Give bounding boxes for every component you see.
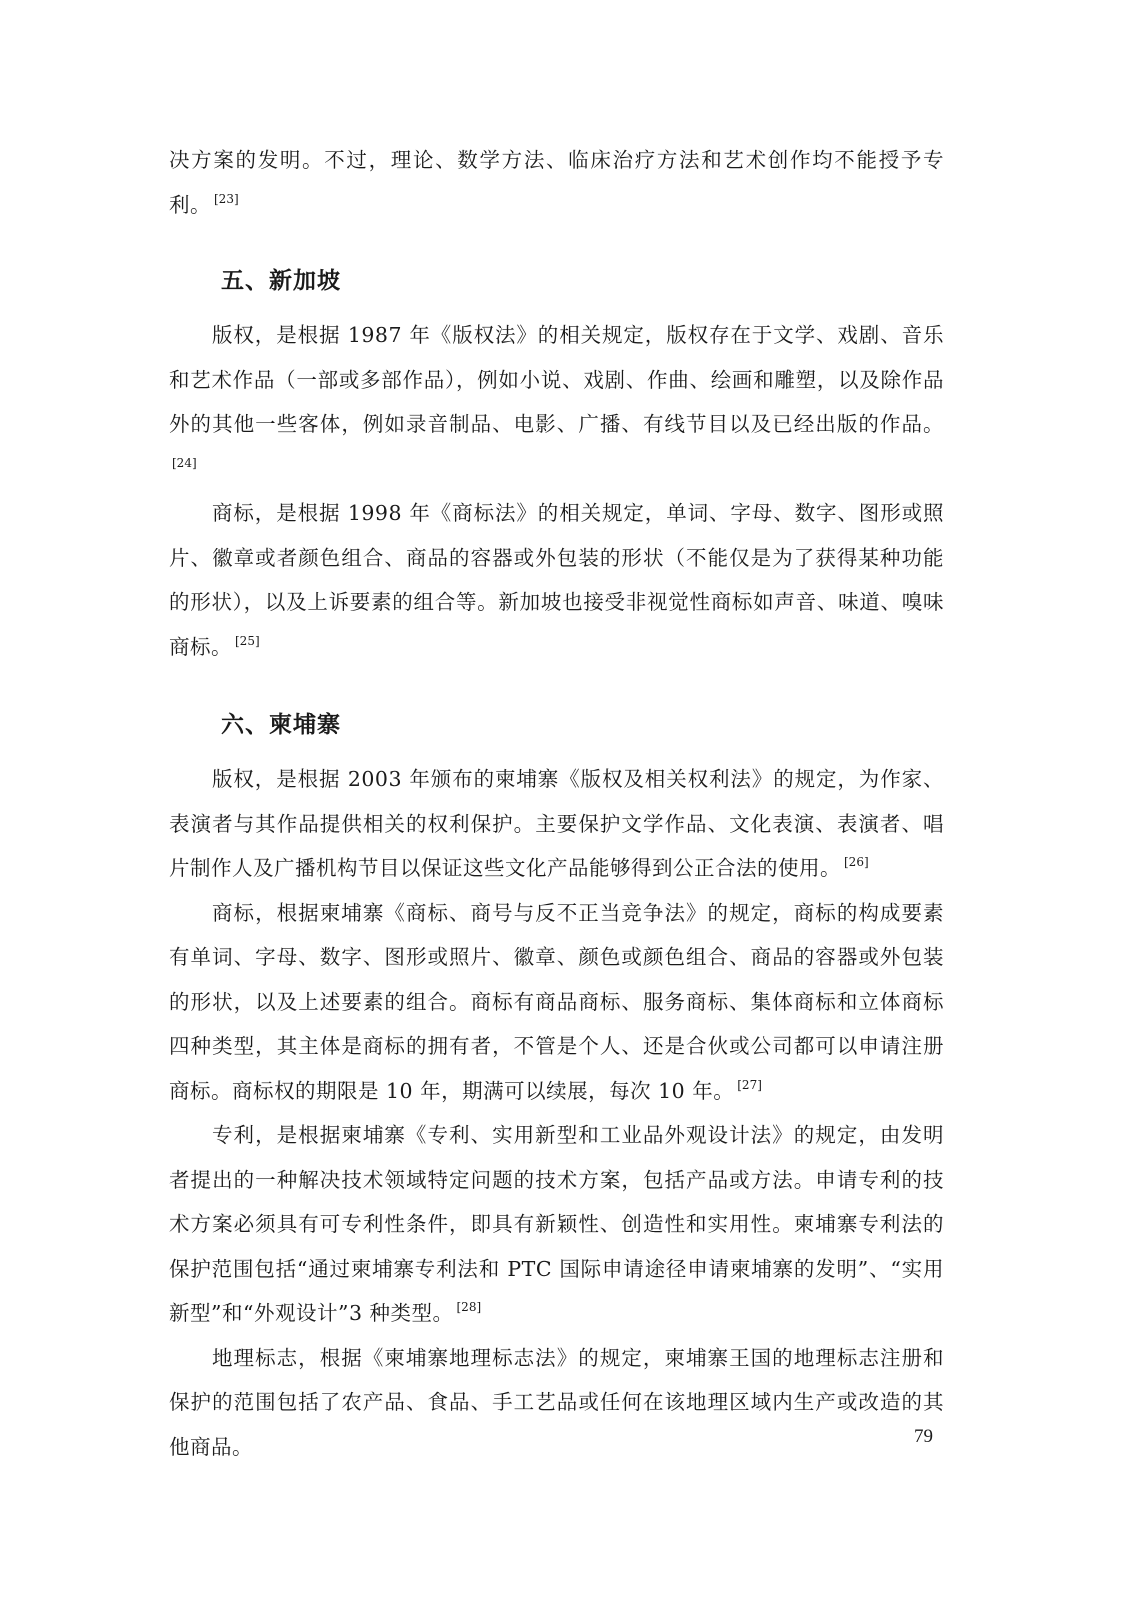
paragraph-cambodia-copyright: 版权，是根据 2003 年颁布的柬埔寨《版权及相关权利法》的规定，为作家、表演者与其作品提供相关的权利保护。主要保护文学作品、文化表演、表演者、唱片制作人及广播机构节目以保证这些文化产品能够得到公正合法的使用。 [26] [169,767,944,880]
section-heading-singapore: 五、新加坡 [221,268,341,294]
paragraph-cambodia-patent: 专利，是根据柬埔寨《专利、实用新型和工业品外观设计法》的规定，由发明者提出的一种解决技术领域特定问题的技术方案，包括产品或方法。申请专利的技术方案必须具有可专利性条件，即具有新颖性、创造性和实用性。柬埔寨专利法的保护范围包括“通过柬埔寨专利法和 PTC 国际申请途径申请柬埔寨的发明”、“实用新型”和“外观设计”3 种类型。 [28] [169,1123,944,1325]
citation-ref: [24] [172,455,197,470]
paragraph-cambodia-trademark: 商标，根据柬埔寨《商标、商号与反不正当竞争法》的规定，商标的构成要素有单词、字母、数字、图形或照片、徽章、颜色或颜色组合、商品的容器或外包装的形状，以及上述要素的组合。商标有商品商标、服务商标、集体商标和立体商标四种类型，其主体是商标的拥有者，不管是个人、还是合伙或公司都可以申请注册商标。商标权的期限是 10 年，期满可以续展，每次 10 年。 [27] [169,900,944,1103]
citation-ref: [25] [235,633,260,648]
citation-ref: [23] [214,191,239,206]
paragraph-singapore-copyright: 版权，是根据 1987 年《版权法》的相关规定，版权存在于文学、戏剧、音乐和艺术作品（一部或多部作品），例如小说、戏剧、作曲、绘画和雕塑，以及除作品外的其他一些客体，例如录音制品、电影、广播、有线节目以及已经出版的作品。[24] [169,323,944,470]
citation-ref: [28] [456,1300,482,1314]
paragraph-cambodia-geographical-indication: 地理标志，根据《柬埔寨地理标志法》的规定，柬埔寨王国的地理标志注册和保护的范围包括了农产品、食品、手工艺品或任何在该地理区域内生产或改造的其他商品。 [169,1345,944,1459]
document-page [169,138,944,1469]
intro-paragraph: 决方案的发明。不过，理论、数学方法、临床治疗方法和艺术创作均不能授予专利。 [23] [169,148,944,217]
citation-ref: [27] [737,1077,762,1092]
section-heading-cambodia: 六、柬埔寨 [221,712,341,738]
page-number: 79 [914,1426,933,1447]
citation-ref: [26] [844,855,869,869]
paragraph-singapore-trademark: 商标，是根据 1998 年《商标法》的相关规定，单词、字母、数字、图形或照片、徽章或者颜色组合、商品的容器或外包装的形状（不能仅是为了获得某种功能的形状），以及上诉要素的组合等。新加坡也接受非视觉性商标如声音、味道、嗅味商标。 [25] [169,501,944,659]
